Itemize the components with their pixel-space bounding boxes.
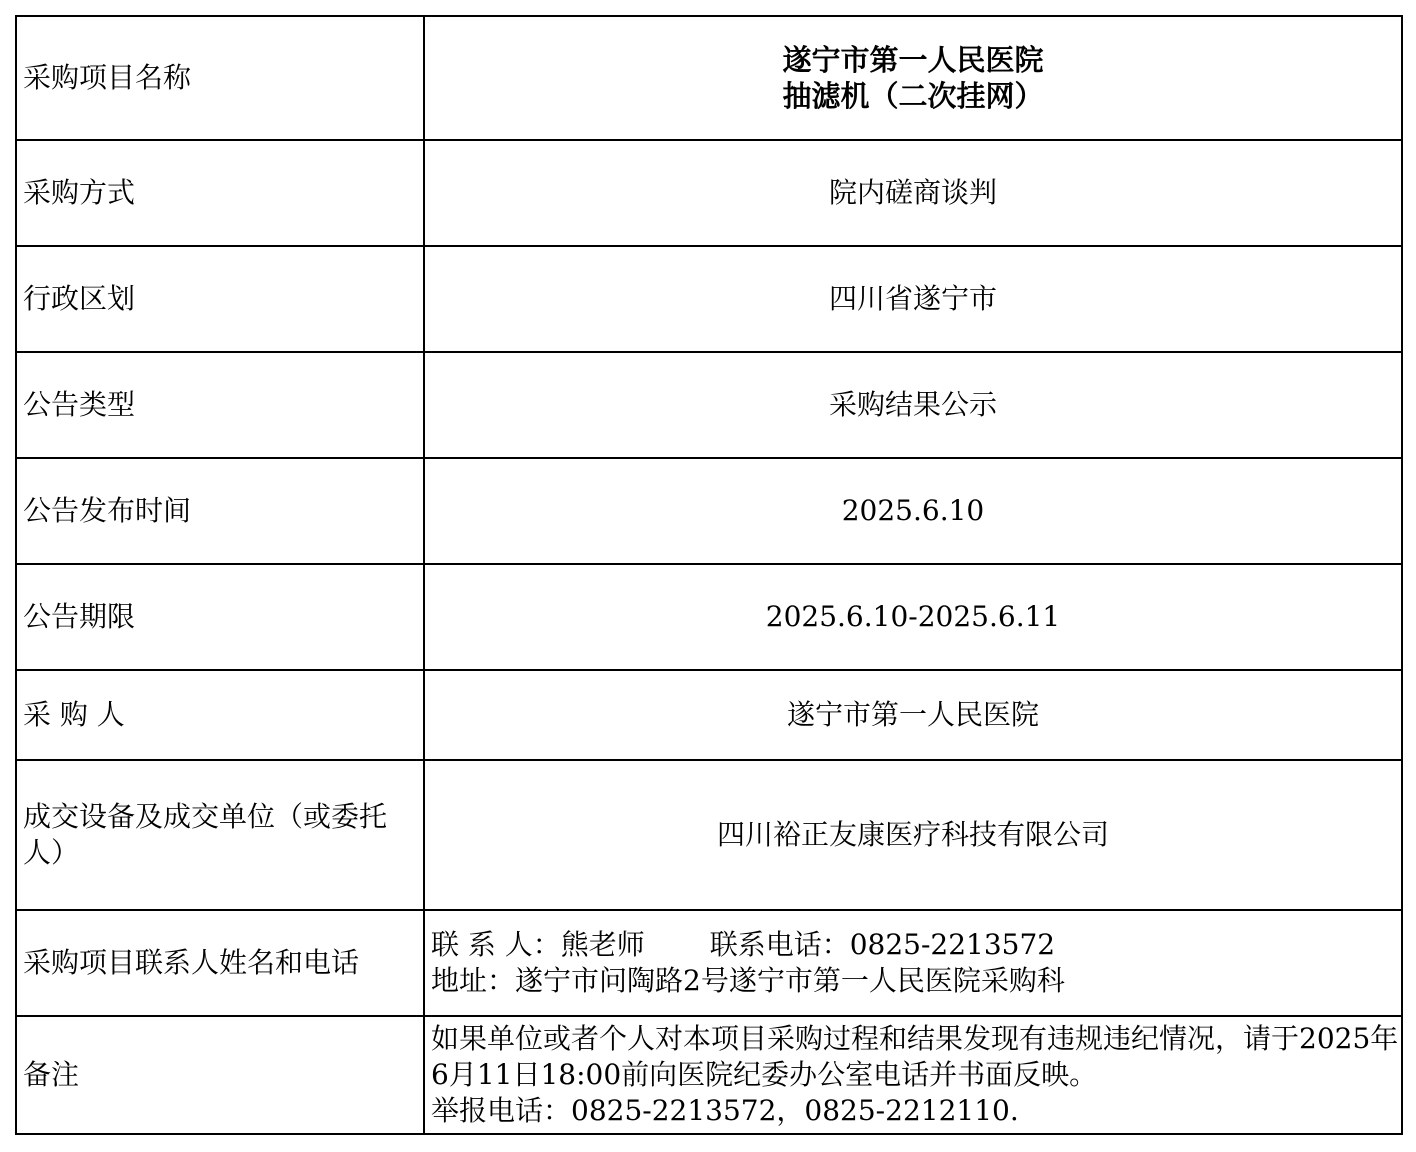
table-row bbox=[16, 670, 1402, 760]
table-row bbox=[16, 564, 1402, 670]
row-value-region: 四川省遂宁市 bbox=[424, 246, 1402, 352]
report-phone-line: 举报电话：0825-2213572，0825-2212110. bbox=[431, 1094, 1019, 1127]
table-row bbox=[16, 246, 1402, 352]
row-label-procurement-method: 采购方式 bbox=[16, 140, 424, 246]
row-value-notice-period: 2025.6.10-2025.6.11 bbox=[424, 564, 1402, 670]
row-label-project-name: 采购项目名称 bbox=[16, 16, 424, 140]
table-row bbox=[16, 16, 1402, 140]
row-label-region: 行政区划 bbox=[16, 246, 424, 352]
project-name-line-1: 遂宁市第一人民医院 bbox=[782, 43, 1044, 77]
row-label-contact: 采购项目联系人姓名和电话 bbox=[16, 910, 424, 1016]
row-value-purchaser: 遂宁市第一人民医院 bbox=[424, 670, 1402, 760]
row-value-project-name bbox=[424, 16, 1402, 140]
table-row bbox=[16, 910, 1402, 1016]
row-label-notice-period: 公告期限 bbox=[16, 564, 424, 670]
row-value-publish-date: 2025.6.10 bbox=[424, 458, 1402, 564]
row-value-notice-type: 采购结果公示 bbox=[424, 352, 1402, 458]
row-label-winning-supplier: 成交设备及成交单位（或委托人） bbox=[16, 760, 424, 910]
row-label-purchaser: 采 购 人 bbox=[16, 670, 424, 760]
table-row bbox=[16, 140, 1402, 246]
table-row bbox=[16, 760, 1402, 910]
contact-line: 联 系 人：熊老师 联系电话：0825-2213572 bbox=[431, 928, 1056, 961]
row-value-contact bbox=[424, 910, 1402, 1016]
table-row bbox=[16, 352, 1402, 458]
procurement-info-table bbox=[15, 15, 1403, 1135]
row-value-procurement-method: 院内磋商谈判 bbox=[424, 140, 1402, 246]
remarks-text: 如果单位或者个人对本项目采购过程和结果发现有违规违纪情况，请于2025年6月11日18:00前向医院纪委办公室电话并书面反映。 bbox=[431, 1022, 1399, 1091]
table-row bbox=[16, 1016, 1402, 1134]
row-value-remarks bbox=[424, 1016, 1402, 1134]
row-value-winning-supplier: 四川裕正友康医疗科技有限公司 bbox=[424, 760, 1402, 910]
row-label-notice-type: 公告类型 bbox=[16, 352, 424, 458]
table-row bbox=[16, 458, 1402, 564]
project-name-line-2: 抽滤机（二次挂网） bbox=[782, 79, 1044, 113]
address-line: 地址：遂宁市问陶路2号遂宁市第一人民医院采购科 bbox=[431, 964, 1065, 997]
row-label-remarks: 备注 bbox=[16, 1016, 424, 1134]
row-label-publish-date: 公告发布时间 bbox=[16, 458, 424, 564]
